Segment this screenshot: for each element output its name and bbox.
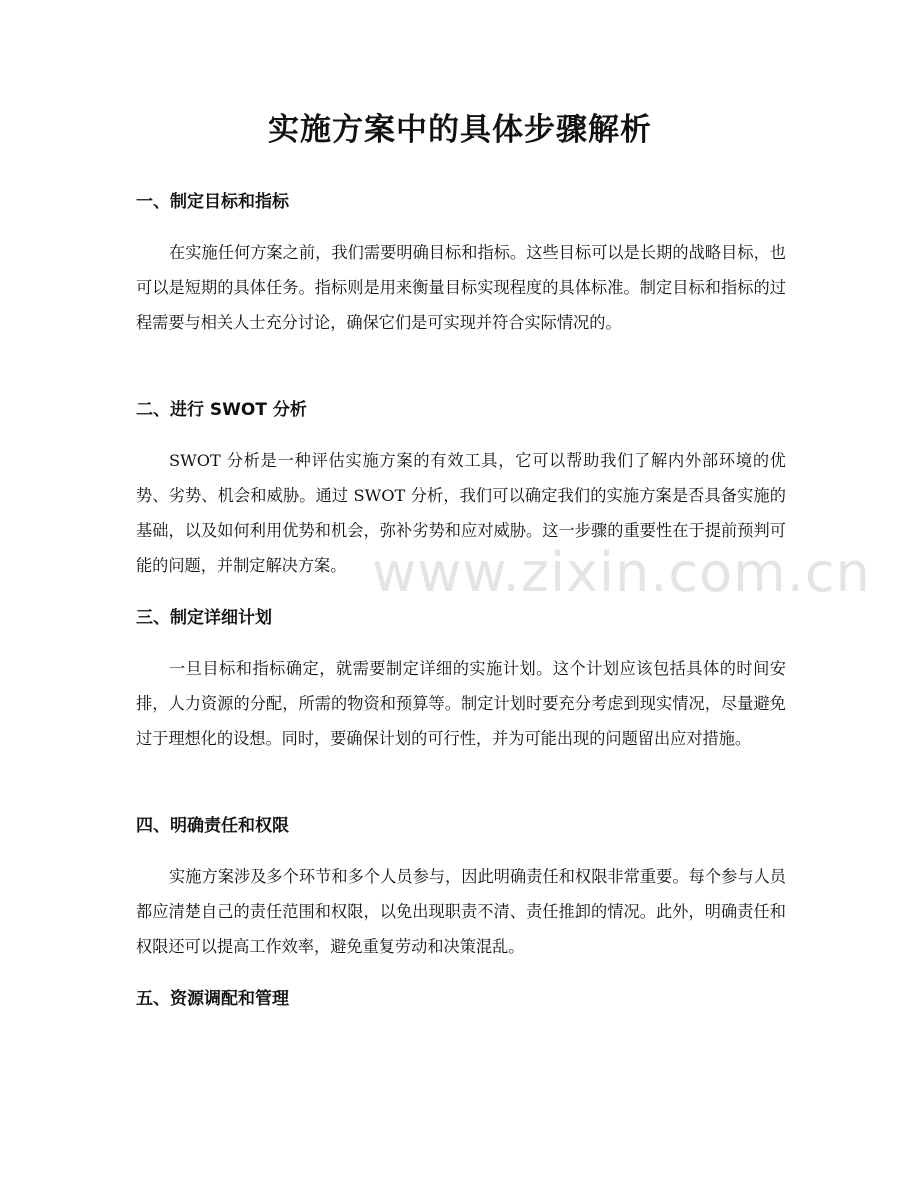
section-heading-1: 一、制定目标和指标: [136, 192, 289, 212]
section-heading-5: 五、资源调配和管理: [136, 989, 289, 1009]
section-heading-4: 四、明确责任和权限: [136, 816, 289, 836]
section-paragraph-3: 一旦目标和指标确定，就需要制定详细的实施计划。这个计划应该包括具体的时间安排，人力资源的分配，所需的物资和预算等。制定计划时要充分考虑到现实情况，尽量避免过于理想化的设想。同时，要确保计划的可行性，并为可能出现的问题留出应对措施。: [136, 659, 786, 748]
document-title: 实施方案中的具体步骤解析: [268, 112, 652, 148]
section-paragraph-4: 实施方案涉及多个环节和多个人员参与，因此明确责任和权限非常重要。每个参与人员都应清楚自己的责任范围和权限，以免出现职责不清、责任推卸的情况。此外，明确责任和权限还可以提高工作效率，避免重复劳动和决策混乱。: [136, 867, 786, 956]
section-heading-3: 三、制定详细计划: [136, 608, 272, 628]
watermark-text: www.zixin.com.cn: [372, 541, 871, 604]
section-heading-2: 二、进行 SWOT 分析: [136, 400, 307, 420]
section-paragraph-2: SWOT 分析是一种评估实施方案的有效工具，它可以帮助我们了解内外部环境的优势、劣势、机会和威胁。通过 SWOT 分析，我们可以确定我们的实施方案是否具备实施的基础，以及如何利用优势和机会，弥补劣势和应对威胁。这一步骤的重要性在于提前预判可能的问题，并制定解决方案。: [136, 451, 786, 575]
section-paragraph-1: 在实施任何方案之前，我们需要明确目标和指标。这些目标可以是长期的战略目标，也可以是短期的具体任务。指标则是用来衡量目标实现程度的具体标准。制定目标和指标的过程需要与相关人士充分讨论，确保它们是可实现并符合实际情况的。: [136, 243, 786, 332]
